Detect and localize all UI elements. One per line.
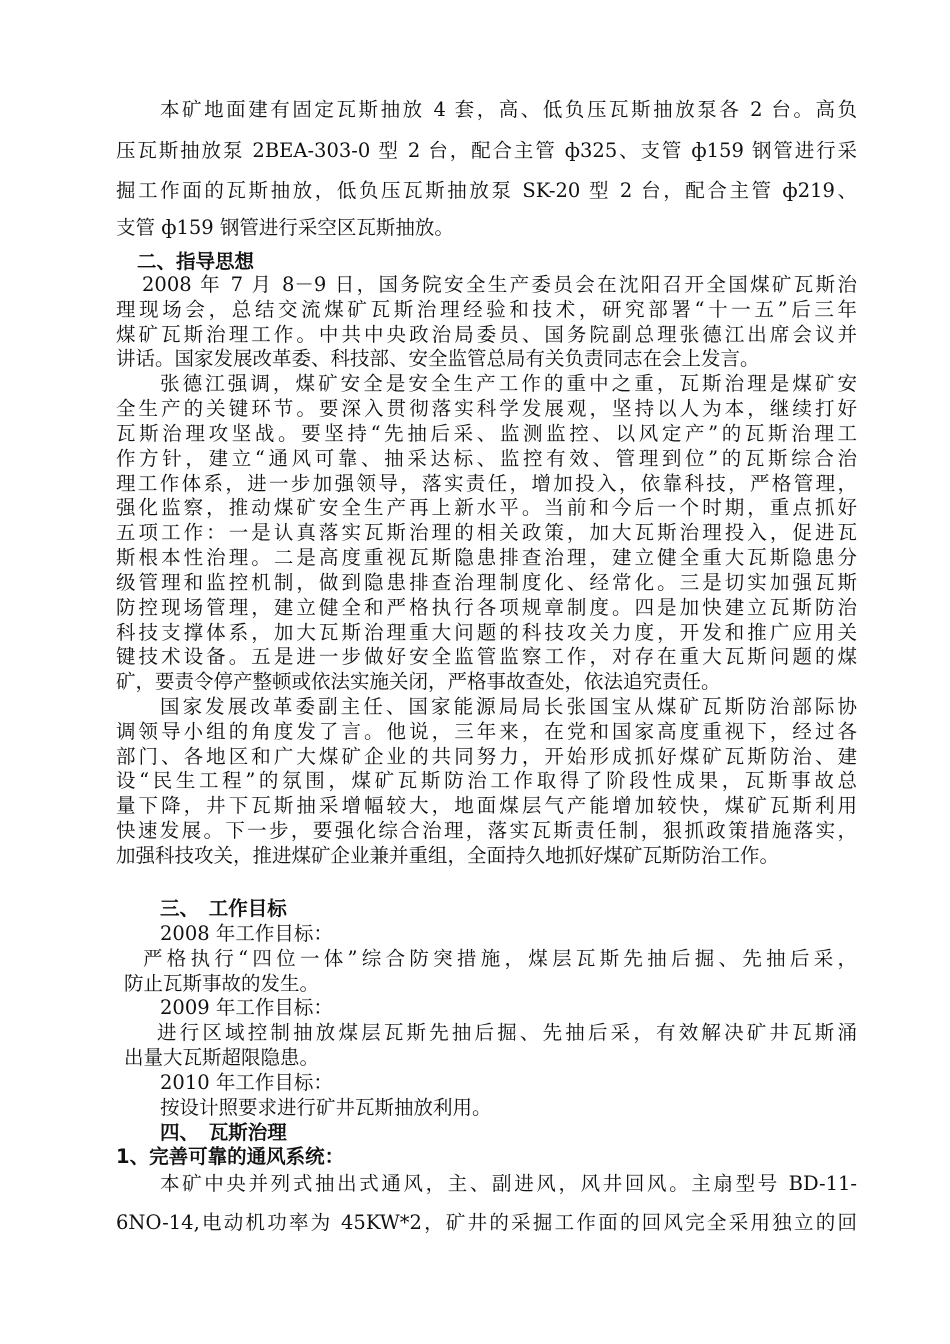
goal-text-line: 防止瓦斯事故的发生。: [124, 972, 320, 995]
paragraph-line: 加强科技攻关，推进煤矿企业兼并重组，全面持久地抓好煤矿瓦斯防治工作。: [116, 844, 780, 867]
paragraph-line: 量下降，井下瓦斯抽采增幅较大，地面煤层气产能增加较快，煤矿瓦斯利用: [116, 794, 857, 817]
paragraph-line: 支管 ф159 钢管进行采空区瓦斯抽放。: [116, 216, 454, 239]
goal-text-line: 按设计照要求进行矿井瓦斯抽放利用。: [160, 1096, 492, 1119]
goal-text-line: 出量大瓦斯超限隐患。: [124, 1046, 320, 1069]
paragraph-line: 调领导小组的角度发了言。他说，三年来，在党和国家高度重视下，经过各: [116, 720, 857, 743]
paragraph-line: 科技支撑体系，加大瓦斯治理重大问题的科技攻关力度，开发和推广应用关: [116, 621, 857, 644]
paragraph-line: 讲话。国家发展改革委、科技部、安全监管总局有关负责同志在会上发言。: [116, 347, 760, 370]
paragraph-line: 煤矿瓦斯治理工作。中共中央政治局委员、国务院副总理张德江出席会议并: [116, 323, 857, 346]
goal-text-line: 进行区域控制抽放煤层瓦斯先抽后掘、先抽后采，有效解决矿井瓦斯涌: [157, 1021, 857, 1044]
paragraph-line: 2008 年 7 月 8－9 日，国务院安全生产委员会在沈阳召开全国煤矿瓦斯治: [142, 273, 857, 296]
paragraph-line: 本矿地面建有固定瓦斯抽放 4 套，高、低负压瓦斯抽放泵各 2 台。高负: [160, 98, 857, 121]
paragraph-line: 全生产的关键环节。要深入贯彻落实科学发展观，坚持以人为本，继续打好: [116, 397, 857, 420]
paragraph-line: 本矿中央并列式抽出式通风，主、副进风，风井回风。主扇型号 BD-11-: [160, 1172, 857, 1195]
paragraph-line: 理工作体系，进一步加强领导，落实责任，增加投入，依靠科技，严格管理，: [116, 472, 857, 495]
paragraph-line: 斯根本性治理。二是高度重视瓦斯隐患排查治理，建立健全重大瓦斯隐患分: [116, 546, 857, 569]
goal-label: 2010 年工作目标：: [160, 1071, 333, 1094]
paragraph-line: 部门、各地区和广大煤矿企业的共同努力，开始形成抓好煤矿瓦斯防治、建: [116, 745, 857, 768]
paragraph-line: 防控现场管理，建立健全和严格执行各项规章制度。四是加快建立瓦斯防治: [116, 596, 857, 619]
section-heading: 四、 瓦斯治理: [160, 1121, 287, 1144]
paragraph-line: 瓦斯治理攻坚战。要坚持“先抽后采、监测监控、以风定产”的瓦斯治理工: [116, 422, 857, 445]
section-heading: 三、 工作目标: [160, 897, 287, 920]
paragraph-line: 掘工作面的瓦斯抽放，低负压瓦斯抽放泵 SK-20 型 2 台，配合主管 ф219、: [116, 179, 857, 202]
section-heading: 二、指导思想: [137, 250, 255, 273]
paragraph-line: 级管理和监控机制，做到隐患排查治理制度化、经常化。三是切实加强瓦斯: [116, 571, 857, 594]
paragraph-line: 张德江强调，煤矿安全是安全生产工作的重中之重，瓦斯治理是煤矿安: [160, 372, 857, 395]
goal-label: 2008 年工作目标：: [160, 922, 333, 945]
paragraph-line: 五项工作：一是认真落实瓦斯治理的相关政策，加大瓦斯治理投入，促进瓦: [116, 521, 857, 544]
paragraph-line: 理现场会，总结交流煤矿瓦斯治理经验和技术，研究部署“十一五”后三年: [116, 298, 857, 321]
paragraph-line: 设“民生工程”的氛围，煤矿瓦斯防治工作取得了阶段性成果，瓦斯事故总: [116, 769, 857, 792]
paragraph-line: 矿，要责令停产整顿或依法实施关闭，严格事故查处，依法追究责任。: [116, 670, 721, 693]
paragraph-line: 国家发展改革委副主任、国家能源局局长张国宝从煤矿瓦斯防治部际协: [160, 695, 857, 718]
paragraph-line: 快速发展。下一步，要强化综合治理，落实瓦斯责任制，狠抓政策措施落实，: [116, 819, 857, 842]
goal-text-line: 严格执行“四位一体”综合防突措施，煤层瓦斯先抽后掘、先抽后采，: [143, 947, 857, 970]
paragraph-line: 作方针，建立“通风可靠、抽采达标、监控有效、管理到位”的瓦斯综合治: [116, 447, 857, 470]
subsection-heading: 1、完善可靠的通风系统：: [116, 1145, 345, 1168]
paragraph-line: 强化监察，推动煤矿安全生产再上新水平。当前和今后一个时期，重点抓好: [116, 496, 857, 519]
goal-label: 2009 年工作目标：: [160, 996, 333, 1019]
paragraph-line: 压瓦斯抽放泵 2BEA-303-0 型 2 台，配合主管 ф325、支管 ф159 钢管进行采: [116, 139, 857, 162]
paragraph-line: 6NO-14,电动机功率为 45KW*2，矿井的采掘工作面的回风完全采用独立的回: [116, 1211, 857, 1234]
paragraph-line: 键技术设备。五是进一步做好安全监管监察工作，对存在重大瓦斯问题的煤: [116, 645, 857, 668]
